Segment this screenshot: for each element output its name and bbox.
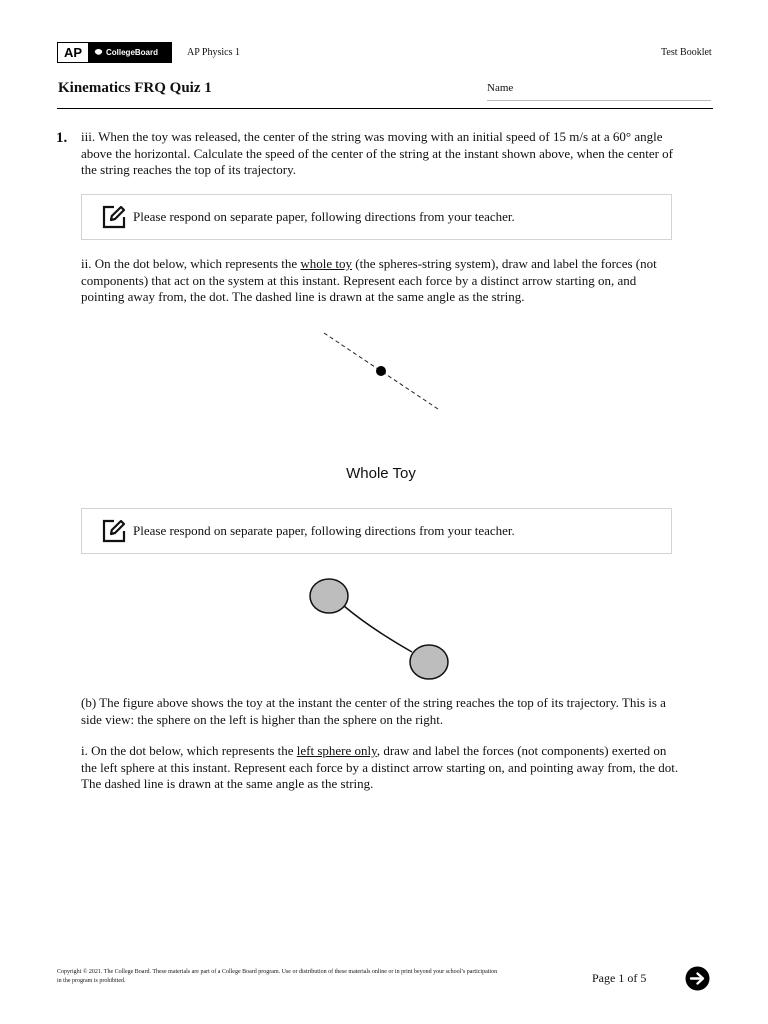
part-ii-underlined: whole toy [300,256,353,271]
toy-spheres-figure [300,570,460,685]
left-sphere [310,579,348,613]
collegeboard-logo-text [88,48,158,57]
acorn-icon [94,48,103,57]
question-number: 1. [56,130,68,146]
ap-collegeboard-logo [57,42,172,63]
whole-toy-dot-figure [310,325,450,420]
part-i-text-b: , draw and label the forces (not components) exerted on the left sphere at this instant. Represent each force by a distinct arrow starting on, and pointing away from, the dot. The dashed line is drawn at the same angle as the string. [81,743,679,791]
collegeboard-label: CollegeBoard [106,48,159,57]
right-sphere [410,645,448,679]
whole-toy-dot [376,366,386,376]
booklet-label: Test Booklet [661,47,712,58]
part-ii-text-b: (the spheres-string system), draw and label the forces (not components) that act on the system at this instant. Represent each force by a distinct arrow starting on, and pointing away from, the dot. The dashed line is drawn at the same angle as the string. [81,256,657,304]
part-i-text-a: i. On the dot below, which represents the [81,743,297,758]
part-i-underlined: left sphere only [296,743,377,758]
response-note-text: Please respond on separate paper, following directions from your teacher. [133,209,515,224]
question-part-i [81,743,681,793]
page-title: Kinematics FRQ Quiz 1 [58,80,212,96]
name-line [487,100,711,101]
figure-caption-whole-toy: Whole Toy [346,465,416,482]
page-number: Page 1 of 5 [592,971,647,985]
response-note-text-2: Please respond on separate paper, following directions from your teacher. [133,523,515,538]
question-part-ii [81,256,681,306]
question-part-b: (b) The figure above shows the toy at the instant the center of the string reaches the top of its trajectory. This is a side view: the sphere on the left is higher than the sphere on the right. [81,695,666,727]
name-label: Name [487,82,514,94]
edit-icon [101,518,127,544]
copyright-notice: Copyright © 2021. The College Board. These materials are part of a College Board program. Use or distribution of these materials online or in print beyond your school’s participation in the program is prohibited. [57,969,498,984]
response-note-box-2 [81,508,672,554]
connecting-string [344,606,412,652]
part-ii-text-a: ii. On the dot below, which represents the [81,256,301,271]
ap-logo-mark: AP [58,43,88,62]
course-name: AP Physics 1 [187,47,240,58]
arrow-right-icon[interactable] [685,966,710,991]
edit-icon [101,204,127,230]
question-part-iii: iii. When the toy was released, the center of the string was moving with an initial speed of 15 m/s at a 60° angle above the horizontal. Calculate the speed of the center of the string at the instant shown above, when the center of the string reaches the top of its trajectory. [81,129,674,177]
response-note-box [81,194,672,240]
header-rule [57,108,713,109]
